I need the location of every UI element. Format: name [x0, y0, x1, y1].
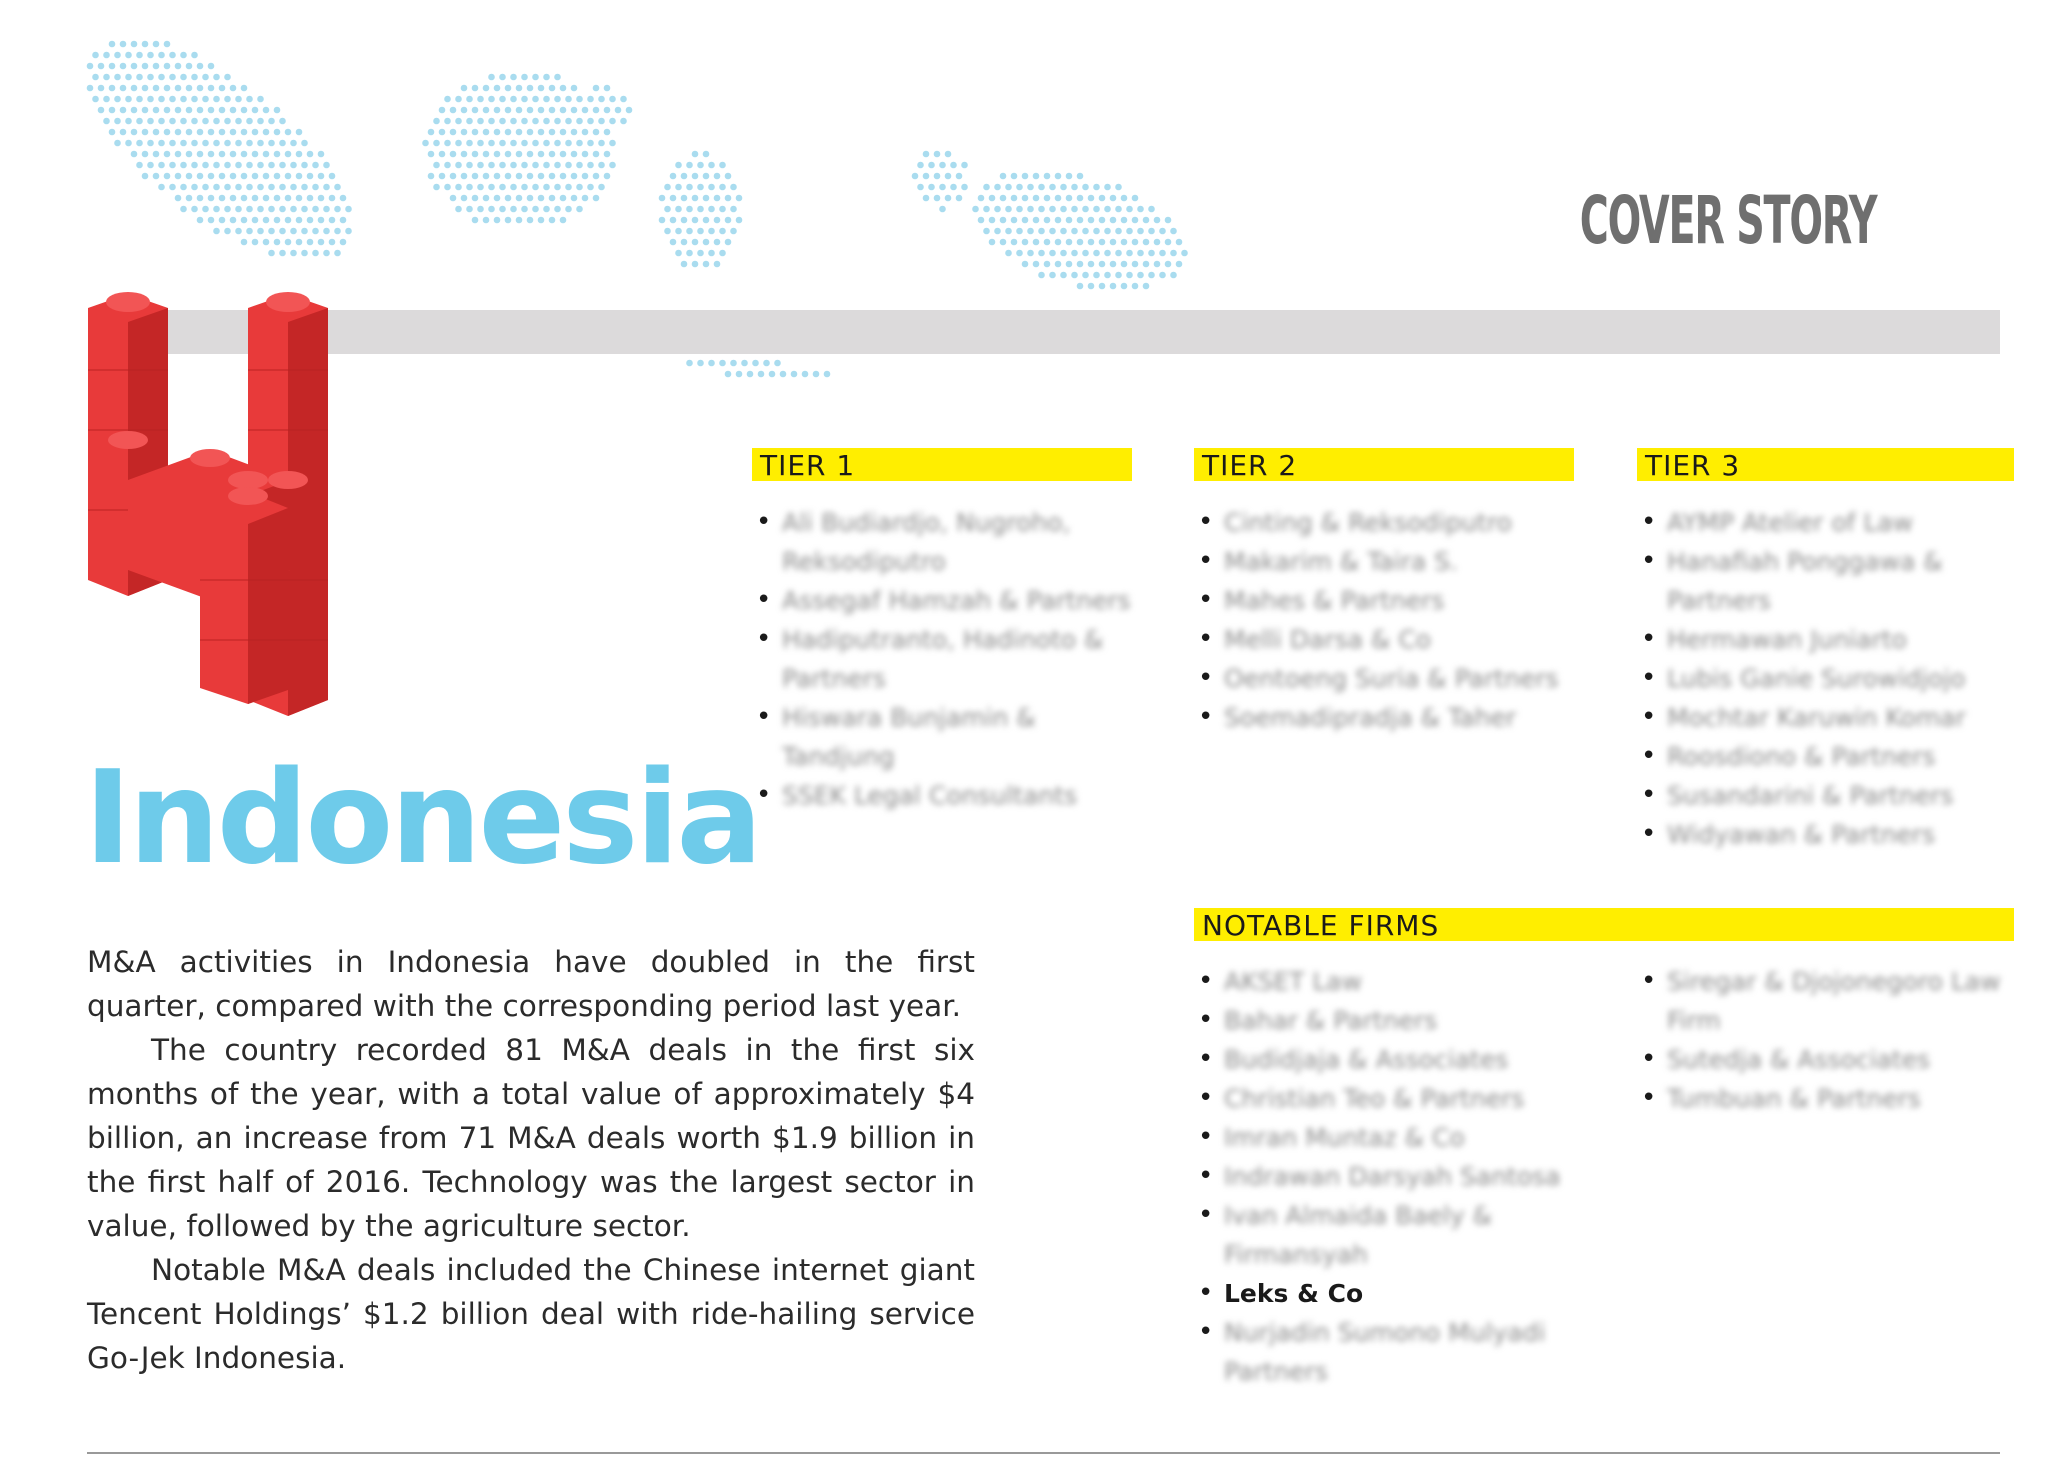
- firm-name: Nurjadin Sumono Mulyadi Partners: [1224, 1318, 1546, 1386]
- list-item: [1194, 1079, 1584, 1118]
- firm-name: Melli Darsa & Co: [1224, 625, 1432, 654]
- tier-1-heading: TIER 1: [752, 448, 1132, 481]
- firm-name: Hiswara Bunjamin & Tandjung: [782, 703, 1036, 771]
- paragraph: Notable M&A deals included the Chinese internet giant Tencent Holdings’ $1.2 billion deal with ride-hailing service Go-Jek Indonesia.: [87, 1253, 975, 1375]
- firm-name: Ali Budiardjo, Nugroho, Reksodiputro: [782, 508, 1071, 576]
- firm-name: Christian Teo & Partners: [1224, 1084, 1525, 1113]
- firm-name: Hanafiah Ponggawa & Partners: [1667, 547, 1943, 615]
- list-item: [1194, 1157, 1584, 1196]
- firm-name: Cinting & Reksodiputro: [1224, 508, 1512, 537]
- list-item: [1637, 962, 2014, 1040]
- list-item: [752, 698, 1132, 776]
- header-band: [88, 310, 2000, 354]
- list-item: [1637, 620, 2014, 659]
- firm-name: Ivan Almaida Baely & Firmansyah: [1224, 1201, 1493, 1269]
- list-item: [752, 581, 1132, 620]
- list-item: [1194, 659, 1594, 698]
- list-item: [752, 503, 1132, 581]
- bottom-divider: [87, 1452, 2000, 1454]
- notable-firms-heading: NOTABLE FIRMS: [1194, 908, 2014, 941]
- firm-name: Siregar & Djojonegoro Law Firm: [1667, 967, 2001, 1035]
- firm-name: AYMP Atelier of Law: [1667, 508, 1914, 537]
- list-item: [1194, 1196, 1584, 1274]
- list-item: [1637, 815, 2014, 854]
- list-item: [1637, 503, 2014, 542]
- firm-name: Makarim & Taira S.: [1224, 547, 1458, 576]
- firm-name: Hermawan Juniarto: [1667, 625, 1907, 654]
- list-item: [1194, 620, 1594, 659]
- firm-name-highlighted: Leks & Co: [1224, 1279, 1364, 1308]
- firm-name: AKSET Law: [1224, 967, 1363, 996]
- notable-firms-list-2: [1637, 962, 2014, 1118]
- list-item: [1637, 542, 2014, 620]
- tier-3-list: [1637, 503, 2014, 854]
- list-item: [1194, 1313, 1584, 1391]
- tier-2-heading: TIER 2: [1194, 448, 1574, 481]
- firm-name: Imran Muntaz & Co: [1224, 1123, 1465, 1152]
- list-item: [1637, 1079, 2014, 1118]
- list-item: [1637, 776, 2014, 815]
- list-item: [1194, 581, 1594, 620]
- list-item: [1637, 1040, 2014, 1079]
- article-body: [87, 940, 975, 1380]
- list-item: [752, 620, 1132, 698]
- firm-name: Sutedja & Associates: [1667, 1045, 1931, 1074]
- list-item: [1637, 737, 2014, 776]
- list-item: [752, 776, 1132, 815]
- list-item: [1194, 542, 1594, 581]
- firm-name: Roosdiono & Partners: [1667, 742, 1936, 771]
- tier-2-list: [1194, 503, 1594, 737]
- lego-number-four: [80, 280, 340, 720]
- list-item: [1194, 962, 1584, 1001]
- firm-name: Bahar & Partners: [1224, 1006, 1438, 1035]
- firm-name: SSEK Legal Consultants: [782, 781, 1078, 810]
- list-item: [1194, 1274, 1584, 1313]
- tier-1-list: [752, 503, 1132, 815]
- firm-name: Assegaf Hamzah & Partners: [782, 586, 1131, 615]
- list-item: [1194, 1001, 1584, 1040]
- list-item: [1194, 503, 1594, 542]
- firm-name: Oentoeng Suria & Partners: [1224, 664, 1559, 693]
- list-item: [1194, 1040, 1584, 1079]
- firm-name: Mahes & Partners: [1224, 586, 1445, 615]
- firm-name: Tumbuan & Partners: [1667, 1084, 1921, 1113]
- list-item: [1637, 698, 2014, 737]
- list-item: [1194, 698, 1594, 737]
- firm-name: Mochtar Karuwin Komar: [1667, 703, 1966, 732]
- list-item: [1637, 659, 2014, 698]
- country-title: Indonesia: [84, 744, 760, 893]
- tier-3-heading: TIER 3: [1637, 448, 2014, 481]
- list-item: [1194, 1118, 1584, 1157]
- firm-name: Indrawan Darsyah Santosa: [1224, 1162, 1561, 1191]
- notable-firms-list-1: [1194, 962, 1584, 1391]
- firm-name: Lubis Ganie Surowidjojo: [1667, 664, 1966, 693]
- firm-name: Budidjaja & Associates: [1224, 1045, 1509, 1074]
- firm-name: Soemadipradja & Taher: [1224, 703, 1516, 732]
- firm-name: Susandarini & Partners: [1667, 781, 1954, 810]
- paragraph: M&A activities in Indonesia have doubled in the first quarter, compared with the corresponding period last year.: [87, 945, 975, 1023]
- firm-name: Hadiputranto, Hadinoto & Partners: [782, 625, 1104, 693]
- firm-name: Widyawan & Partners: [1667, 820, 1935, 849]
- section-label: COVER STORY: [1579, 182, 1876, 259]
- paragraph: The country recorded 81 M&A deals in the first six months of the year, with a total value of approximately $4 billion, an increase from 71 M&A deals worth $1.9 billion in the first half of 2016. Technology was the largest sector in value, followed by the agriculture sector.: [87, 1033, 975, 1243]
